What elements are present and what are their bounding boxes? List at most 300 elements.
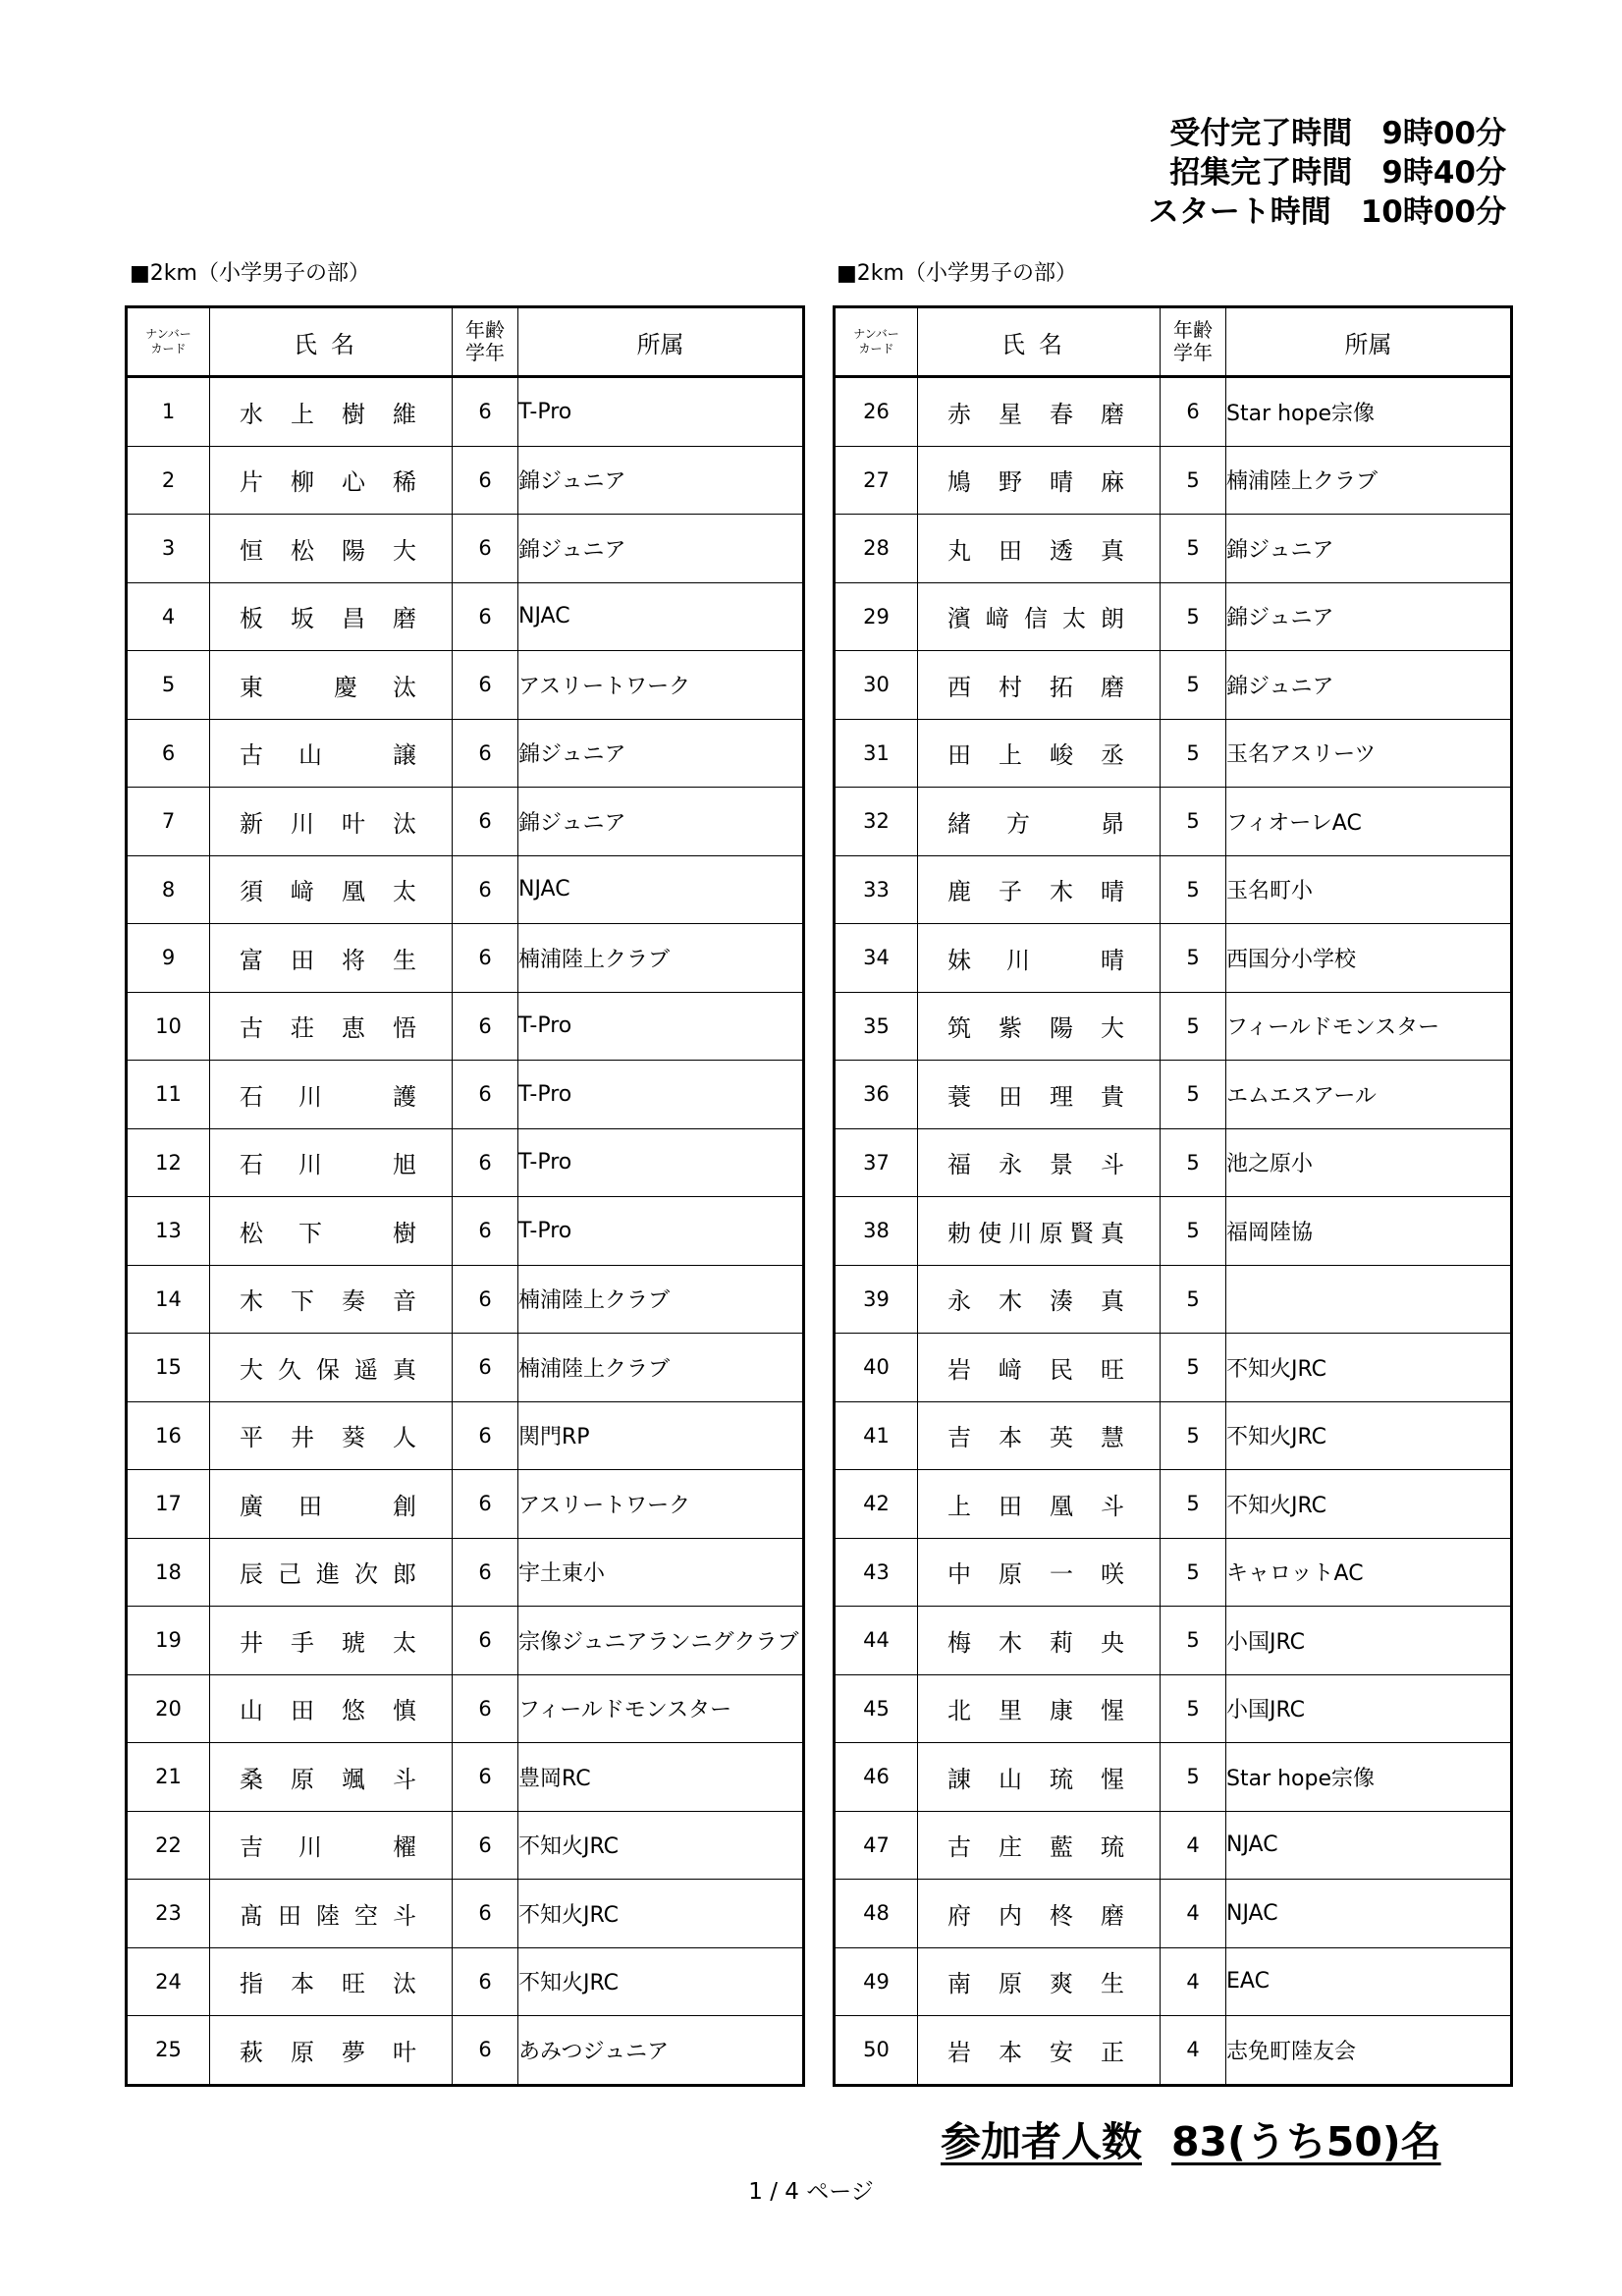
name-char: 琉 (1050, 1765, 1073, 1793)
entry-number: 2 (127, 446, 210, 515)
entry-grade: 5 (1161, 788, 1226, 856)
entry-grade: 4 (1161, 1811, 1226, 1880)
entry-number: 4 (127, 582, 210, 651)
participant-count-value: 83(うち50)名 (1171, 2118, 1441, 2165)
entry-name-chars (947, 1828, 1124, 1862)
page-number: 1 / 4 ページ (748, 2179, 874, 2205)
table-row (835, 1470, 1512, 1539)
name-char: 昴 (1101, 809, 1124, 838)
name-char: 片 (240, 468, 263, 497)
name-char: 指 (240, 1970, 263, 1998)
name-char: 富 (240, 946, 263, 974)
entry-number: 42 (835, 1470, 918, 1539)
entry-name-chars (240, 1282, 416, 1316)
name-char: 髙 (240, 1901, 263, 1930)
table-row (127, 1470, 804, 1539)
entry-club: 錦ジュニア (518, 515, 804, 583)
entry-name-chars (240, 1009, 416, 1043)
entry-club: フィオーレAC (1226, 788, 1512, 856)
entry-name (210, 719, 453, 788)
entry-club: 不知火JRC (518, 1947, 804, 2016)
entry-grade: 5 (1161, 1470, 1226, 1539)
name-char: 古 (240, 741, 263, 770)
entry-club: NJAC (1226, 1880, 1512, 1948)
entry-club: アスリートワーク (518, 651, 804, 720)
entry-name (918, 1880, 1161, 1948)
entry-name (210, 1607, 453, 1675)
name-char: 鳩 (947, 468, 971, 497)
name-char: 将 (342, 946, 365, 974)
name-char: 上 (999, 741, 1022, 770)
name-char: 原 (1039, 1219, 1063, 1247)
name-char: 太 (393, 1628, 416, 1657)
header-age-grade: 年齢 学年 (1161, 307, 1226, 377)
entry-name-chars (240, 1828, 416, 1862)
name-char: 樹 (342, 400, 365, 428)
entry-number: 44 (835, 1607, 918, 1675)
table-row (835, 651, 1512, 720)
name-char: 田 (999, 1492, 1022, 1520)
name-char: 生 (1101, 1970, 1124, 1998)
name-char: 吉 (947, 1424, 971, 1452)
entry-grade: 6 (453, 377, 518, 447)
name-char: 永 (947, 1287, 971, 1316)
entry-club: Star hope宗像 (1226, 377, 1512, 447)
name-char: 平 (240, 1424, 263, 1452)
name-char: 原 (291, 2038, 314, 2066)
name-char: 赤 (947, 400, 971, 428)
entry-name (918, 1061, 1161, 1129)
header-club: 所属 (518, 307, 804, 377)
entry-club: 錦ジュニア (1226, 582, 1512, 651)
name-char: 丸 (947, 536, 971, 565)
table-row (127, 788, 804, 856)
table-row (127, 1538, 804, 1607)
entry-name (210, 1947, 453, 2016)
entry-name-chars (240, 668, 416, 702)
call-time-value: 9時40分 (1381, 155, 1506, 191)
entry-name-chars (240, 1964, 416, 1998)
entry-grade: 5 (1161, 1128, 1226, 1197)
name-char: 安 (1050, 2038, 1073, 2066)
entry-name (210, 1538, 453, 1607)
entry-number: 7 (127, 788, 210, 856)
name-char: 上 (291, 400, 314, 428)
name-char: 田 (298, 1492, 322, 1520)
name-char: 譲 (393, 741, 416, 770)
name-char: 湊 (1050, 1287, 1073, 1316)
entry-club: 宗像ジュニアランニグクラブ (518, 1607, 804, 1675)
name-char: 春 (1050, 400, 1073, 428)
name-char: 田 (291, 1697, 314, 1725)
entry-grade: 6 (453, 1674, 518, 1743)
entry-name (918, 1538, 1161, 1607)
name-char: 廣 (240, 1492, 263, 1520)
entry-name (210, 377, 453, 447)
entry-club: 豊岡RC (518, 1743, 804, 1812)
entry-name-chars (947, 531, 1124, 566)
name-char: 人 (393, 1424, 416, 1452)
name-char: 心 (342, 468, 365, 497)
entry-name (918, 992, 1161, 1061)
name-char: 莉 (1050, 1628, 1073, 1657)
entry-name (918, 446, 1161, 515)
entry-grade: 5 (1161, 582, 1226, 651)
entry-name (918, 1607, 1161, 1675)
entry-number: 30 (835, 651, 918, 720)
name-char: 真 (1101, 536, 1124, 565)
name-char: 板 (240, 605, 263, 633)
name-char: 上 (947, 1492, 971, 1520)
entry-name (918, 1811, 1161, 1880)
entry-grade: 6 (453, 651, 518, 720)
name-char: 慶 (334, 673, 357, 701)
name-char: 本 (999, 2038, 1022, 2066)
name-char: 梅 (947, 1628, 971, 1657)
table-row (835, 855, 1512, 924)
name-char: 野 (999, 468, 1022, 497)
name-char: 本 (999, 1424, 1022, 1452)
entry-club: アスリートワーク (518, 1470, 804, 1539)
entry-club: EAC (1226, 1947, 1512, 2016)
entry-name-chars (240, 1418, 416, 1452)
entry-name-chars (947, 1555, 1124, 1589)
header-number-card: ナンバー カード (127, 307, 210, 377)
entry-name-chars (947, 1691, 1124, 1725)
name-char: 川 (1006, 946, 1030, 974)
entry-name (918, 1401, 1161, 1470)
entry-club: 不知火JRC (1226, 1470, 1512, 1539)
name-char: 西 (947, 673, 971, 701)
entry-grade: 6 (453, 1947, 518, 2016)
entry-name-chars (947, 804, 1124, 839)
entry-grade: 6 (453, 1743, 518, 1812)
table-row (127, 1880, 804, 1948)
table-row (127, 1947, 804, 2016)
name-char: 稀 (393, 468, 416, 497)
entry-name-chars (947, 1009, 1124, 1043)
entry-club: 関門RP (518, 1401, 804, 1470)
entry-club: NJAC (1226, 1811, 1512, 1880)
entry-name-chars (240, 941, 416, 975)
name-char: 磨 (1101, 400, 1124, 428)
name-char: 石 (240, 1151, 263, 1179)
entry-club: 楠浦陸上クラブ (518, 924, 804, 993)
table-row (835, 1674, 1512, 1743)
entry-number: 20 (127, 1674, 210, 1743)
name-char: 凰 (342, 878, 365, 906)
entry-name (210, 515, 453, 583)
name-char: 磨 (1101, 1901, 1124, 1930)
entry-name (210, 1470, 453, 1539)
name-char: 柊 (1050, 1901, 1073, 1930)
entry-number: 46 (835, 1743, 918, 1812)
name-char: 凰 (1050, 1492, 1073, 1520)
name-char: 星 (999, 400, 1022, 428)
name-char: 内 (999, 1901, 1022, 1930)
name-char: 原 (999, 1970, 1022, 1998)
entry-number: 38 (835, 1197, 918, 1266)
name-char: 川 (291, 809, 314, 838)
entry-name-chars (240, 531, 416, 566)
name-char: 桑 (240, 1765, 263, 1793)
schedule-times (1149, 114, 1506, 232)
name-char: 久 (278, 1355, 301, 1384)
entry-number: 21 (127, 1743, 210, 1812)
name-char: 慧 (1101, 1424, 1124, 1452)
entry-number: 40 (835, 1334, 918, 1402)
name-char: 大 (393, 536, 416, 565)
entry-club: 錦ジュニア (1226, 651, 1512, 720)
entry-name (210, 651, 453, 720)
entry-number: 14 (127, 1265, 210, 1334)
entry-grade: 5 (1161, 651, 1226, 720)
name-char: 原 (291, 1765, 314, 1793)
name-char: 石 (240, 1082, 263, 1111)
entry-number: 18 (127, 1538, 210, 1607)
name-char: 透 (1050, 536, 1073, 565)
name-char: 陽 (1050, 1014, 1073, 1043)
entry-grade: 4 (1161, 1947, 1226, 2016)
reception-time-value: 9時00分 (1381, 116, 1506, 151)
entry-club: 楠浦陸上クラブ (518, 1265, 804, 1334)
entry-name (210, 1811, 453, 1880)
entry-number: 35 (835, 992, 918, 1061)
name-char: 川 (298, 1151, 322, 1179)
entry-number: 13 (127, 1197, 210, 1266)
table-row (127, 855, 804, 924)
name-char: 生 (393, 946, 416, 974)
name-char: 貴 (1101, 1082, 1124, 1111)
name-char: 斗 (393, 1765, 416, 1793)
entry-grade: 6 (453, 1811, 518, 1880)
name-char: 濱 (947, 605, 971, 633)
entry-number: 10 (127, 992, 210, 1061)
table-row (127, 582, 804, 651)
entry-name (918, 1743, 1161, 1812)
entry-number: 47 (835, 1811, 918, 1880)
entry-name (210, 1674, 453, 1743)
name-char: 山 (240, 1697, 263, 1725)
name-char: 太 (1062, 605, 1086, 633)
entry-number: 26 (835, 377, 918, 447)
entry-grade: 6 (453, 1880, 518, 1948)
name-char: 萩 (240, 2038, 263, 2066)
entry-club: 不知火JRC (518, 1880, 804, 1948)
entry-name-chars (240, 1555, 416, 1589)
entry-name (918, 788, 1161, 856)
table-row (127, 1607, 804, 1675)
entry-name-chars (947, 463, 1124, 497)
entry-number: 11 (127, 1061, 210, 1129)
name-char: 諌 (947, 1765, 971, 1793)
entry-club: T-Pro (518, 992, 804, 1061)
left-section-title: ■2km（小学男子の部） (130, 261, 370, 286)
entry-grade: 6 (453, 992, 518, 1061)
entry-name-chars (240, 1896, 416, 1931)
entry-name-chars (947, 1964, 1124, 1998)
name-char: 陽 (342, 536, 365, 565)
name-char: 真 (1100, 1219, 1124, 1247)
name-char: 琥 (342, 1628, 365, 1657)
name-char: 﨑 (291, 878, 314, 906)
name-char: 真 (393, 1355, 416, 1384)
entry-name (918, 651, 1161, 720)
entry-number: 5 (127, 651, 210, 720)
table-row (127, 1674, 804, 1743)
entry-name-chars (947, 1145, 1124, 1179)
entry-name (918, 1674, 1161, 1743)
table-header-row (835, 307, 1512, 377)
name-char: 川 (298, 1833, 322, 1862)
entry-name (210, 788, 453, 856)
entry-name (918, 1470, 1161, 1539)
name-char: 丞 (1101, 741, 1124, 770)
entry-grade: 6 (453, 788, 518, 856)
name-char: 景 (1050, 1151, 1073, 1179)
entry-name-chars (240, 1350, 416, 1385)
name-char: 晴 (1101, 878, 1124, 906)
name-char: 民 (1050, 1355, 1073, 1384)
start-time-value: 10時00分 (1360, 194, 1506, 230)
table-row (835, 446, 1512, 515)
entry-number: 31 (835, 719, 918, 788)
entry-name (918, 1947, 1161, 2016)
table-row (127, 1743, 804, 1812)
name-char: 里 (999, 1697, 1022, 1725)
entry-club: 楠浦陸上クラブ (1226, 446, 1512, 515)
table-row (127, 1265, 804, 1334)
entry-club: 小国JRC (1226, 1674, 1512, 1743)
entry-number: 25 (127, 2016, 210, 2086)
name-char: 蓑 (947, 1082, 971, 1111)
entry-number: 28 (835, 515, 918, 583)
entry-grade: 6 (453, 1334, 518, 1402)
name-char: 使 (978, 1219, 1002, 1247)
entry-number: 45 (835, 1674, 918, 1743)
name-char: 惺 (1101, 1697, 1124, 1725)
name-char: 須 (240, 878, 263, 906)
table-row (835, 1401, 1512, 1470)
name-char: 松 (240, 1219, 263, 1247)
entry-club: フィールドモンスター (518, 1674, 804, 1743)
table-row (127, 2016, 804, 2086)
entry-grade: 5 (1161, 1674, 1226, 1743)
entry-name-chars (947, 2033, 1124, 2067)
name-char: 下 (298, 1219, 322, 1247)
name-char: 木 (999, 1628, 1022, 1657)
table-row (127, 515, 804, 583)
entry-club: 不知火JRC (518, 1811, 804, 1880)
entry-grade: 6 (1161, 377, 1226, 447)
name-char: 櫂 (393, 1833, 416, 1862)
name-char: 賢 (1069, 1219, 1094, 1247)
name-char: 護 (393, 1082, 416, 1111)
name-char: 古 (240, 1014, 263, 1043)
entry-number: 15 (127, 1334, 210, 1402)
entry-club: 不知火JRC (1226, 1334, 1512, 1402)
entry-name (210, 1401, 453, 1470)
entry-name-chars (947, 1760, 1124, 1794)
entry-name-chars (947, 599, 1124, 633)
name-char: 颯 (342, 1765, 365, 1793)
name-char: 手 (291, 1628, 314, 1657)
call-time-label: 招集完了時間 (1169, 155, 1353, 191)
entry-name-chars (240, 736, 416, 770)
table-row (835, 992, 1512, 1061)
name-char: 原 (999, 1560, 1022, 1589)
name-char: 山 (298, 741, 322, 770)
name-char: 田 (291, 946, 314, 974)
entry-name-chars (240, 463, 416, 497)
entry-name-chars (947, 668, 1124, 702)
table-row (835, 377, 1512, 447)
name-char: 筑 (947, 1014, 971, 1043)
name-char: 晴 (1101, 946, 1124, 974)
name-char: 旺 (1101, 1355, 1124, 1384)
name-char: 勅 (947, 1219, 971, 1247)
name-char: 古 (947, 1833, 971, 1862)
entry-number: 27 (835, 446, 918, 515)
entry-club: T-Pro (518, 1128, 804, 1197)
name-char: 岩 (947, 1355, 971, 1384)
table-row (127, 1401, 804, 1470)
name-char: 磨 (1101, 673, 1124, 701)
entry-grade: 5 (1161, 1538, 1226, 1607)
entry-grade: 5 (1161, 1401, 1226, 1470)
entry-name (210, 992, 453, 1061)
entry-name (918, 2016, 1161, 2086)
name-char: 子 (999, 878, 1022, 906)
name-char: 昌 (342, 605, 365, 633)
entry-name-chars (947, 1487, 1124, 1521)
name-char: 福 (947, 1151, 971, 1179)
name-char: 川 (298, 1082, 322, 1111)
entry-name-chars (240, 872, 416, 906)
name-char: 惺 (1101, 1765, 1124, 1793)
table-row (835, 515, 1512, 583)
entry-number: 32 (835, 788, 918, 856)
entry-grade: 5 (1161, 1197, 1226, 1266)
name-char: 悠 (342, 1697, 365, 1725)
header-name: 氏名 (210, 307, 453, 377)
entry-name-chars (947, 1214, 1124, 1248)
name-char: 空 (354, 1901, 378, 1930)
table-row (835, 1743, 1512, 1812)
table-row (835, 788, 1512, 856)
entry-name-chars (947, 941, 1124, 975)
entry-name (210, 1265, 453, 1334)
table-row (127, 924, 804, 993)
entry-number: 36 (835, 1061, 918, 1129)
name-char: 悟 (393, 1014, 416, 1043)
name-char: 真 (1101, 1287, 1124, 1316)
name-char: 岩 (947, 2038, 971, 2066)
entry-club: 錦ジュニア (1226, 515, 1512, 583)
entry-name-chars (947, 395, 1124, 429)
name-char: 汰 (393, 809, 416, 838)
name-char: 庄 (999, 1833, 1022, 1862)
name-char: 咲 (1101, 1560, 1124, 1589)
entry-name-chars (947, 736, 1124, 770)
table-row (127, 377, 804, 447)
name-char: 田 (999, 1082, 1022, 1111)
participant-count-label: 参加者人数 (941, 2118, 1142, 2165)
entry-number: 33 (835, 855, 918, 924)
entry-club: NJAC (518, 582, 804, 651)
table-row (835, 719, 1512, 788)
entry-name (210, 1334, 453, 1402)
